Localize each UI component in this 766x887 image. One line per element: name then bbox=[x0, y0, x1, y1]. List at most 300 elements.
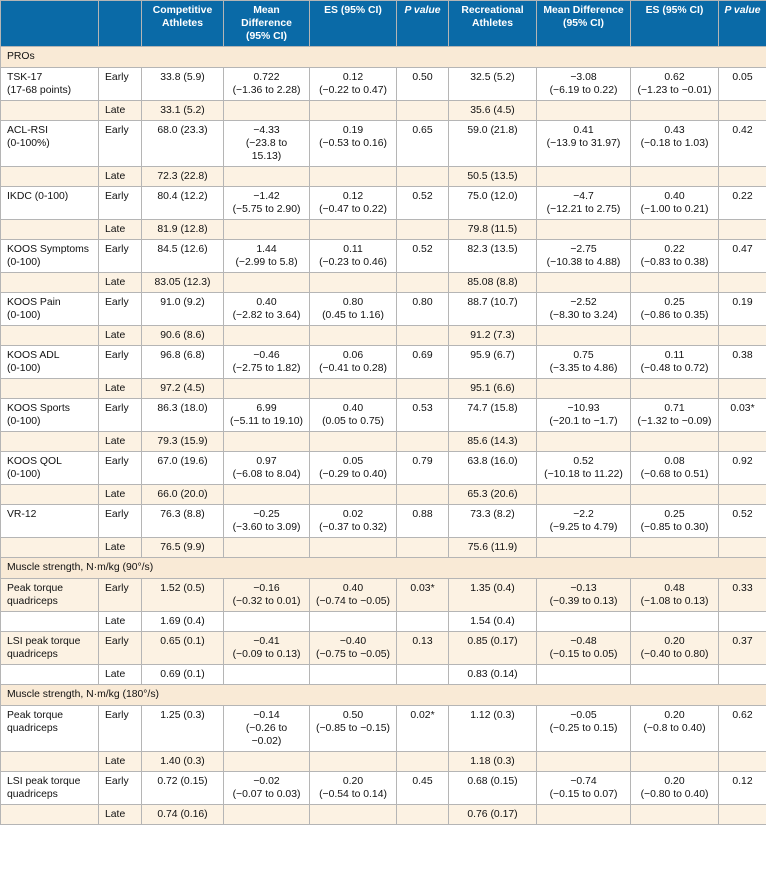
competitive-cell-text: 76.5 (9.9) bbox=[160, 542, 205, 553]
es-cell bbox=[310, 121, 397, 167]
recreational-cell-text: 0.68 (0.15) bbox=[467, 776, 518, 787]
p-value-cell bbox=[719, 121, 766, 167]
mean-diff-cell bbox=[537, 220, 631, 240]
mean-diff-cell-text: (−0.15 to 0.05) bbox=[549, 649, 618, 660]
time-cell-text: Early bbox=[105, 297, 129, 308]
p-value-cell bbox=[719, 326, 766, 346]
recreational-cell-text: 91.2 (7.3) bbox=[470, 330, 515, 341]
mean-diff-cell-text: (−0.09 to 0.13) bbox=[232, 649, 301, 660]
recreational-cell bbox=[449, 752, 537, 772]
time-cell bbox=[99, 432, 142, 452]
measure-cell bbox=[1, 68, 99, 101]
p-value-cell-text: 0.52 bbox=[412, 244, 433, 255]
p-value-cell-text: 0.47 bbox=[732, 244, 753, 255]
p-value-cell bbox=[719, 772, 766, 805]
mean-diff-cell bbox=[224, 665, 310, 685]
table-row bbox=[1, 805, 766, 825]
mean-diff-cell-text: −2.52 bbox=[570, 297, 597, 308]
recreational-cell-text: 35.6 (4.5) bbox=[470, 105, 515, 116]
p-value-cell bbox=[719, 240, 766, 273]
es-cell-text: (−0.54 to 0.14) bbox=[319, 789, 387, 800]
es-cell-text: 0.11 bbox=[343, 244, 363, 255]
competitive-cell-text: 1.52 (0.5) bbox=[160, 583, 205, 594]
mean-diff-cell-text: (−13.9 to 31.97) bbox=[546, 138, 621, 149]
recreational-cell bbox=[449, 452, 537, 485]
mean-diff-cell-text: (−10.38 to 4.88) bbox=[546, 257, 621, 268]
recreational-cell bbox=[449, 805, 537, 825]
time-cell-text: Late bbox=[105, 105, 126, 116]
es-cell-text: (−0.83 to 0.38) bbox=[640, 257, 709, 268]
es-cell bbox=[631, 485, 719, 505]
time-cell-text: Early bbox=[105, 350, 129, 361]
p-value-cell bbox=[719, 101, 766, 121]
p-value-cell bbox=[719, 432, 766, 452]
p-value-cell-text: 0.37 bbox=[732, 636, 753, 647]
measure-cell-text: IKDC (0-100) bbox=[7, 191, 69, 202]
competitive-cell bbox=[142, 706, 224, 752]
time-cell-text: Late bbox=[105, 542, 126, 553]
p-value-cell bbox=[397, 538, 449, 558]
table-row bbox=[1, 538, 766, 558]
measure-cell-text: (0-100) bbox=[7, 469, 41, 480]
measure-cell-text: quadriceps bbox=[7, 649, 58, 660]
recreational-cell bbox=[449, 432, 537, 452]
es-cell bbox=[631, 538, 719, 558]
measure-cell-text: (0-100) bbox=[7, 363, 41, 374]
es-cell-text: (−0.74 to −0.05) bbox=[316, 596, 390, 607]
time-cell bbox=[99, 101, 142, 121]
p-value-cell-text: 0.05 bbox=[732, 72, 753, 83]
recreational-cell bbox=[449, 505, 537, 538]
recreational-cell bbox=[449, 485, 537, 505]
measure-cell-text: ACL-RSI bbox=[7, 125, 48, 136]
time-cell-text: Early bbox=[105, 191, 129, 202]
es-cell-text: (−0.85 to 0.30) bbox=[640, 522, 709, 533]
table-row bbox=[1, 612, 766, 632]
table-row bbox=[1, 167, 766, 187]
measure-cell bbox=[1, 293, 99, 326]
competitive-cell-text: 0.69 (0.1) bbox=[160, 669, 205, 680]
section-label-text: Muscle strength, N·m/kg (180°/s) bbox=[7, 689, 159, 700]
mean-diff-cell bbox=[537, 167, 631, 187]
measure-cell-text: TSK-17 bbox=[7, 72, 43, 83]
mean-diff-cell-text: (−0.39 to 0.13) bbox=[549, 596, 618, 607]
competitive-cell bbox=[142, 772, 224, 805]
es-cell-text: 0.12 bbox=[342, 191, 364, 202]
mean-diff-cell-text: (−3.60 to 3.09) bbox=[232, 522, 301, 533]
competitive-cell bbox=[142, 293, 224, 326]
table-row bbox=[1, 187, 766, 220]
es-cell-text: −0.40 bbox=[339, 636, 367, 647]
es-cell-text: (−0.47 to 0.22) bbox=[319, 204, 387, 215]
table-row bbox=[1, 706, 766, 752]
mean-diff-cell bbox=[224, 505, 310, 538]
mean-diff-cell-text: −0.46 bbox=[253, 350, 280, 361]
competitive-cell-text: 0.72 (0.15) bbox=[157, 776, 208, 787]
mean-diff-cell-text: 1.44 bbox=[256, 244, 277, 255]
recreational-cell-text: 0.85 (0.17) bbox=[467, 636, 518, 647]
competitive-cell bbox=[142, 452, 224, 485]
header-cell: Competitive Athletes bbox=[142, 1, 224, 47]
es-cell-text: 0.43 bbox=[664, 125, 685, 136]
mean-diff-cell bbox=[537, 752, 631, 772]
measure-cell bbox=[1, 379, 99, 399]
es-cell-text: 0.06 bbox=[342, 350, 364, 361]
mean-diff-cell-text: (−23.8 to 15.13) bbox=[245, 138, 288, 162]
mean-diff-cell-text: −4.7 bbox=[573, 191, 594, 202]
recreational-cell-text: 0.76 (0.17) bbox=[467, 809, 518, 820]
es-cell-text: 0.05 bbox=[342, 456, 364, 467]
mean-diff-cell bbox=[537, 772, 631, 805]
p-value-cell bbox=[719, 632, 766, 665]
es-cell bbox=[631, 379, 719, 399]
recreational-cell-text: 75.0 (12.0) bbox=[467, 191, 518, 202]
es-cell bbox=[631, 68, 719, 101]
es-cell bbox=[310, 432, 397, 452]
table-row bbox=[1, 326, 766, 346]
p-value-cell-text: 0.12 bbox=[732, 776, 753, 787]
time-cell-text: Late bbox=[105, 616, 126, 627]
es-cell-text: (−1.32 to −0.09) bbox=[637, 416, 712, 427]
time-cell bbox=[99, 485, 142, 505]
header-cell: Mean Difference (95% CI) bbox=[537, 1, 631, 47]
mean-diff-cell bbox=[537, 632, 631, 665]
es-cell bbox=[310, 346, 397, 379]
measure-cell bbox=[1, 772, 99, 805]
recreational-cell bbox=[449, 379, 537, 399]
competitive-cell bbox=[142, 68, 224, 101]
es-cell bbox=[631, 632, 719, 665]
p-value-cell bbox=[719, 612, 766, 632]
recreational-cell bbox=[449, 68, 537, 101]
p-value-cell bbox=[397, 665, 449, 685]
competitive-cell-text: 66.0 (20.0) bbox=[157, 489, 208, 500]
es-cell bbox=[310, 452, 397, 485]
measure-cell-text: KOOS Symptoms bbox=[7, 244, 89, 255]
competitive-cell-text: 33.8 (5.9) bbox=[160, 72, 205, 83]
measure-cell bbox=[1, 346, 99, 379]
mean-diff-cell bbox=[224, 612, 310, 632]
mean-diff-cell bbox=[537, 579, 631, 612]
mean-diff-cell-text: −4.33 bbox=[253, 125, 280, 136]
competitive-cell-text: 0.74 (0.16) bbox=[157, 809, 208, 820]
competitive-cell-text: 76.3 (8.8) bbox=[160, 509, 205, 520]
measure-cell-text: (17-68 points) bbox=[7, 85, 72, 96]
mean-diff-cell-text: (−8.30 to 3.24) bbox=[549, 310, 618, 321]
mean-diff-cell bbox=[537, 706, 631, 752]
es-cell-text: (−0.29 to 0.40) bbox=[319, 469, 387, 480]
measure-cell-text: KOOS QOL bbox=[7, 456, 62, 467]
competitive-cell-text: 33.1 (5.2) bbox=[160, 105, 205, 116]
competitive-cell bbox=[142, 505, 224, 538]
competitive-cell-text: 1.69 (0.4) bbox=[160, 616, 205, 627]
mean-diff-cell-text: 6.99 bbox=[256, 403, 277, 414]
p-value-cell bbox=[397, 379, 449, 399]
time-cell-text: Early bbox=[105, 125, 129, 136]
recreational-cell bbox=[449, 706, 537, 752]
es-cell bbox=[310, 220, 397, 240]
competitive-cell bbox=[142, 187, 224, 220]
measure-cell bbox=[1, 101, 99, 121]
table-row bbox=[1, 101, 766, 121]
section-label bbox=[1, 558, 766, 579]
recreational-cell bbox=[449, 399, 537, 432]
header-cell bbox=[1, 1, 99, 47]
measure-cell bbox=[1, 220, 99, 240]
es-cell bbox=[631, 612, 719, 632]
mean-diff-cell bbox=[224, 452, 310, 485]
measure-cell-text: Peak torque bbox=[7, 710, 64, 721]
p-value-cell bbox=[719, 167, 766, 187]
section-label-text: PROs bbox=[7, 51, 35, 62]
es-cell bbox=[631, 452, 719, 485]
es-cell-text: (−0.48 to 0.72) bbox=[640, 363, 709, 374]
mean-diff-cell-text: (−0.15 to 0.07) bbox=[549, 789, 618, 800]
section-row bbox=[1, 558, 766, 579]
p-value-cell bbox=[397, 706, 449, 752]
es-cell-text: 0.20 bbox=[342, 776, 364, 787]
es-cell bbox=[310, 706, 397, 752]
mean-diff-cell-text: (−0.26 to −0.02) bbox=[245, 723, 288, 747]
time-cell bbox=[99, 805, 142, 825]
p-value-cell bbox=[719, 752, 766, 772]
p-value-cell bbox=[397, 805, 449, 825]
recreational-cell-text: 50.5 (13.5) bbox=[467, 171, 518, 182]
es-cell bbox=[631, 187, 719, 220]
competitive-cell bbox=[142, 273, 224, 293]
p-value-cell bbox=[719, 187, 766, 220]
table-row bbox=[1, 579, 766, 612]
p-value-cell bbox=[397, 187, 449, 220]
es-cell-text: 0.08 bbox=[664, 456, 685, 467]
time-cell-text: Late bbox=[105, 756, 126, 767]
competitive-cell-text: 67.0 (19.6) bbox=[157, 456, 208, 467]
p-value-cell-text: 0.79 bbox=[412, 456, 433, 467]
es-cell bbox=[631, 706, 719, 752]
es-cell bbox=[310, 772, 397, 805]
es-cell bbox=[631, 432, 719, 452]
mean-diff-cell-text: (−6.08 to 8.04) bbox=[232, 469, 301, 480]
recreational-cell-text: 1.18 (0.3) bbox=[470, 756, 515, 767]
recreational-cell bbox=[449, 538, 537, 558]
es-cell-text: (−0.40 to 0.80) bbox=[640, 649, 709, 660]
es-cell-text: 0.20 bbox=[664, 710, 685, 721]
measure-cell bbox=[1, 399, 99, 432]
es-cell-text: 0.40 bbox=[342, 583, 364, 594]
es-cell bbox=[631, 579, 719, 612]
p-value-cell bbox=[719, 273, 766, 293]
p-value-cell bbox=[397, 632, 449, 665]
es-cell-text: (−0.18 to 1.03) bbox=[640, 138, 709, 149]
es-cell-text: 0.40 bbox=[342, 403, 364, 414]
competitive-cell-text: 68.0 (23.3) bbox=[157, 125, 208, 136]
competitive-cell-text: 0.65 (0.1) bbox=[160, 636, 205, 647]
time-cell bbox=[99, 167, 142, 187]
es-cell bbox=[310, 68, 397, 101]
table-row bbox=[1, 346, 766, 379]
p-value-cell bbox=[719, 665, 766, 685]
competitive-cell-text: 81.9 (12.8) bbox=[157, 224, 208, 235]
p-value-cell bbox=[719, 505, 766, 538]
competitive-cell bbox=[142, 612, 224, 632]
table-body bbox=[1, 47, 766, 825]
mean-diff-cell-text: (−9.25 to 4.79) bbox=[549, 522, 618, 533]
competitive-cell bbox=[142, 538, 224, 558]
mean-diff-cell-text: −0.74 bbox=[570, 776, 597, 787]
time-cell-text: Late bbox=[105, 330, 126, 341]
measure-cell bbox=[1, 579, 99, 612]
measure-cell-text: KOOS Pain bbox=[7, 297, 61, 308]
measure-cell-text: LSI peak torque bbox=[7, 776, 81, 787]
p-value-cell bbox=[397, 240, 449, 273]
table-row bbox=[1, 293, 766, 326]
measure-cell-text: (0-100%) bbox=[7, 138, 50, 149]
es-cell-text: (0.05 to 0.75) bbox=[322, 416, 384, 427]
p-value-cell bbox=[719, 68, 766, 101]
time-cell-text: Late bbox=[105, 489, 126, 500]
p-value-cell bbox=[719, 346, 766, 379]
es-cell-text: 0.71 bbox=[664, 403, 685, 414]
header-cell: P value bbox=[719, 1, 766, 47]
measure-cell bbox=[1, 121, 99, 167]
mean-diff-cell-text: −0.14 bbox=[253, 710, 280, 721]
measure-cell bbox=[1, 752, 99, 772]
p-value-cell-text: 0.50 bbox=[412, 72, 433, 83]
es-cell-text: 0.11 bbox=[664, 350, 685, 361]
p-value-cell-text: 0.03* bbox=[410, 583, 435, 594]
table-row bbox=[1, 772, 766, 805]
es-cell bbox=[310, 505, 397, 538]
time-cell bbox=[99, 612, 142, 632]
mean-diff-cell bbox=[224, 167, 310, 187]
es-cell-text: 0.20 bbox=[664, 776, 685, 787]
p-value-cell bbox=[719, 293, 766, 326]
mean-diff-cell-text: 0.75 bbox=[573, 350, 594, 361]
mean-diff-cell-text: (−5.11 to 19.10) bbox=[230, 416, 303, 427]
p-value-cell-text: 0.02* bbox=[410, 710, 435, 721]
es-cell-text: (−0.68 to 0.51) bbox=[640, 469, 709, 480]
time-cell bbox=[99, 220, 142, 240]
competitive-cell-text: 90.6 (8.6) bbox=[160, 330, 205, 341]
recreational-cell-text: 85.08 (8.8) bbox=[467, 277, 518, 288]
competitive-cell bbox=[142, 432, 224, 452]
es-cell bbox=[310, 326, 397, 346]
p-value-cell bbox=[719, 538, 766, 558]
mean-diff-cell bbox=[224, 772, 310, 805]
competitive-cell-text: 97.2 (4.5) bbox=[160, 383, 205, 394]
table-row bbox=[1, 505, 766, 538]
p-value-cell bbox=[397, 293, 449, 326]
competitive-cell bbox=[142, 752, 224, 772]
es-cell-text: (−0.80 to 0.40) bbox=[640, 789, 709, 800]
es-cell-text: (−1.00 to 0.21) bbox=[640, 204, 709, 215]
measure-cell bbox=[1, 505, 99, 538]
recreational-cell bbox=[449, 121, 537, 167]
time-cell bbox=[99, 326, 142, 346]
mean-diff-cell bbox=[224, 399, 310, 432]
es-cell-text: (−0.8 to 0.40) bbox=[643, 723, 706, 734]
time-cell bbox=[99, 706, 142, 752]
measure-cell bbox=[1, 187, 99, 220]
time-cell bbox=[99, 273, 142, 293]
es-cell-text: (0.45 to 1.16) bbox=[322, 310, 384, 321]
section-label-text: Muscle strength, N·m/kg (90°/s) bbox=[7, 562, 154, 573]
competitive-cell-text: 79.3 (15.9) bbox=[157, 436, 208, 447]
measure-cell bbox=[1, 167, 99, 187]
mean-diff-cell-text: −0.13 bbox=[570, 583, 597, 594]
table-row bbox=[1, 432, 766, 452]
recreational-cell bbox=[449, 167, 537, 187]
measure-cell-text: quadriceps bbox=[7, 596, 58, 607]
time-cell bbox=[99, 772, 142, 805]
p-value-cell-text: 0.13 bbox=[412, 636, 433, 647]
recreational-cell bbox=[449, 579, 537, 612]
p-value-cell bbox=[397, 772, 449, 805]
time-cell-text: Late bbox=[105, 383, 126, 394]
p-value-cell-text: 0.65 bbox=[412, 125, 433, 136]
measure-cell-text: KOOS Sports bbox=[7, 403, 70, 414]
mean-diff-cell-text: (−10.18 to 11.22) bbox=[544, 469, 623, 480]
es-cell bbox=[631, 505, 719, 538]
measure-cell bbox=[1, 805, 99, 825]
competitive-cell-text: 86.3 (18.0) bbox=[157, 403, 208, 414]
mean-diff-cell-text: −3.08 bbox=[570, 72, 597, 83]
recreational-cell bbox=[449, 665, 537, 685]
mean-diff-cell bbox=[537, 346, 631, 379]
competitive-cell bbox=[142, 101, 224, 121]
p-value-cell-text: 0.88 bbox=[412, 509, 433, 520]
es-cell-text: 0.25 bbox=[664, 297, 685, 308]
competitive-cell-text: 96.8 (6.8) bbox=[160, 350, 205, 361]
mean-diff-cell bbox=[224, 379, 310, 399]
es-cell-text: 0.40 bbox=[664, 191, 685, 202]
header-cell: Recreational Athletes bbox=[449, 1, 537, 47]
es-cell bbox=[310, 187, 397, 220]
time-cell bbox=[99, 68, 142, 101]
es-cell bbox=[631, 240, 719, 273]
mean-diff-cell-text: −0.48 bbox=[570, 636, 597, 647]
mean-diff-cell bbox=[537, 293, 631, 326]
p-value-cell-text: 0.45 bbox=[412, 776, 433, 787]
p-value-cell bbox=[397, 167, 449, 187]
header-cell bbox=[99, 1, 142, 47]
p-value-cell-text: 0.62 bbox=[732, 710, 753, 721]
es-cell bbox=[631, 220, 719, 240]
section-label bbox=[1, 47, 766, 68]
table-row bbox=[1, 665, 766, 685]
recreational-cell-text: 95.1 (6.6) bbox=[470, 383, 515, 394]
es-cell bbox=[631, 167, 719, 187]
time-cell-text: Late bbox=[105, 669, 126, 680]
measure-cell bbox=[1, 485, 99, 505]
time-cell-text: Early bbox=[105, 509, 129, 520]
es-cell bbox=[310, 752, 397, 772]
p-value-cell bbox=[719, 399, 766, 432]
time-cell bbox=[99, 240, 142, 273]
es-cell bbox=[310, 579, 397, 612]
mean-diff-cell bbox=[537, 612, 631, 632]
time-cell bbox=[99, 293, 142, 326]
mean-diff-cell bbox=[224, 240, 310, 273]
recreational-cell-text: 59.0 (21.8) bbox=[467, 125, 518, 136]
table-row bbox=[1, 379, 766, 399]
p-value-cell bbox=[397, 579, 449, 612]
p-value-cell bbox=[397, 68, 449, 101]
mean-diff-cell-text: (−0.32 to 0.01) bbox=[232, 596, 301, 607]
time-cell bbox=[99, 121, 142, 167]
recreational-cell-text: 73.3 (8.2) bbox=[470, 509, 515, 520]
mean-diff-cell bbox=[537, 665, 631, 685]
